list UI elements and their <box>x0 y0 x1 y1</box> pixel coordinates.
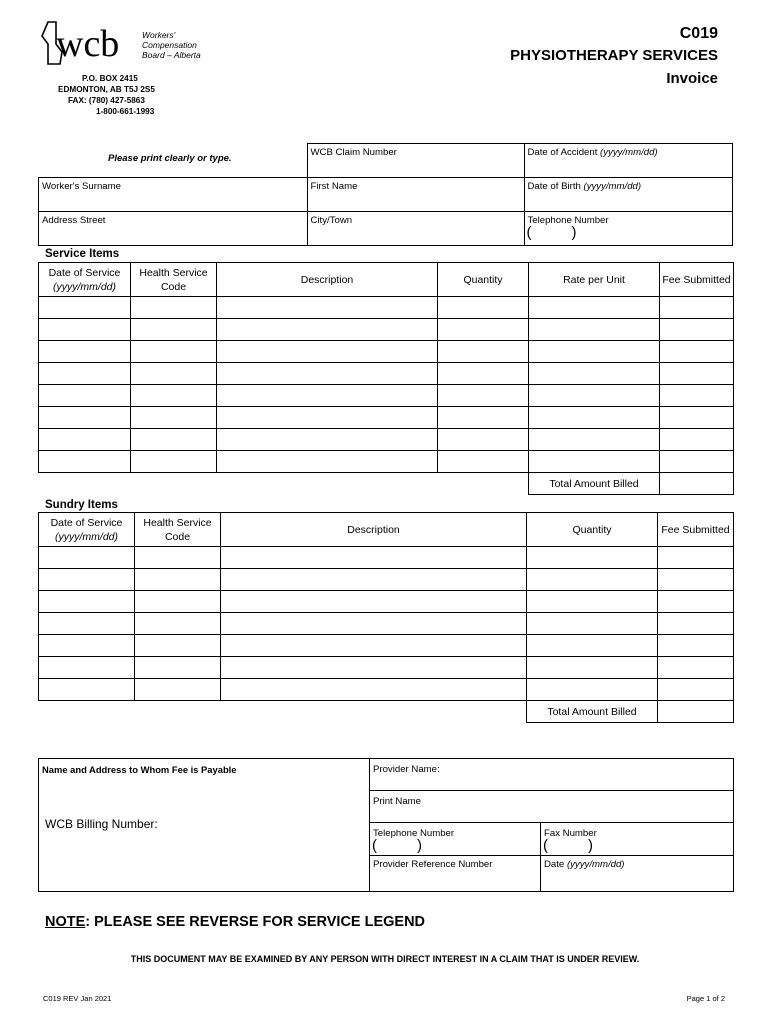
table-row[interactable] <box>39 429 734 451</box>
col-fee-submitted: Fee Submitted <box>658 513 734 547</box>
address-street-field[interactable]: Address Street <box>39 212 308 246</box>
payee-name-address-field[interactable]: Name and Address to Whom Fee is Payable WCB Billing Number: <box>39 759 370 892</box>
table-row[interactable] <box>39 613 734 635</box>
sundry-total-field[interactable] <box>658 701 734 723</box>
logo-wordmark: wcb <box>56 23 120 65</box>
table-row[interactable] <box>39 591 734 613</box>
page-number: Page 1 of 2 <box>686 994 725 1003</box>
sundry-total-label: Total Amount Billed <box>527 701 658 723</box>
table-row[interactable] <box>39 297 734 319</box>
print-instruction: Please print clearly or type. <box>108 153 232 164</box>
table-row[interactable] <box>39 657 734 679</box>
form-code: C019 <box>679 25 718 42</box>
service-legend-note: NOTE: PLEASE SEE REVERSE FOR SERVICE LEGEND <box>45 914 426 930</box>
print-name-field[interactable]: Print Name <box>370 791 734 823</box>
col-health-service-code: Health Service Code <box>135 513 221 547</box>
col-description: Description <box>217 263 438 297</box>
form-subtitle: Invoice <box>666 70 718 87</box>
table-row[interactable] <box>39 407 734 429</box>
wcb-claim-number-field[interactable]: WCB Claim Number <box>307 144 524 178</box>
table-row[interactable] <box>39 569 734 591</box>
table-row[interactable] <box>39 363 734 385</box>
mailing-address <box>58 73 155 117</box>
provider-date-field[interactable]: Date (yyyy/mm/dd) <box>541 856 734 892</box>
service-total-label: Total Amount Billed <box>529 473 660 495</box>
date-of-accident-field[interactable]: Date of Accident (yyyy/mm/dd) <box>524 144 733 178</box>
table-row[interactable] <box>39 451 734 473</box>
col-health-service-code: Health Service Code <box>131 263 217 297</box>
col-quantity: Quantity <box>527 513 658 547</box>
workers-surname-field[interactable]: Worker's Surname <box>39 178 308 212</box>
logo-tagline-3: Board – Alberta <box>142 50 201 60</box>
col-date-of-service: Date of Service (yyyy/mm/dd) <box>39 513 135 547</box>
table-row[interactable] <box>39 547 734 569</box>
revision-label: C019 REV Jan 2021 <box>43 994 112 1003</box>
logo-tagline-2: Compensation <box>142 40 197 50</box>
form-header <box>510 23 718 91</box>
col-quantity: Quantity <box>438 263 529 297</box>
address-line-2: EDMONTON, AB T5J 2S5 <box>58 85 155 94</box>
col-rate-per-unit: Rate per Unit <box>529 263 660 297</box>
date-of-birth-field[interactable]: Date of Birth (yyyy/mm/dd) <box>524 178 733 212</box>
form-title: PHYSIOTHERAPY SERVICES <box>510 47 718 64</box>
alberta-outline-icon <box>38 18 228 70</box>
table-row[interactable] <box>39 679 734 701</box>
telephone-number-field[interactable]: Telephone Number ( ) <box>524 212 733 246</box>
address-line-1: P.O. BOX 2415 <box>82 74 138 83</box>
table-row[interactable] <box>39 385 734 407</box>
provider-fax-field[interactable]: Fax Number ( ) <box>541 823 734 856</box>
table-row[interactable] <box>39 319 734 341</box>
wcb-logo <box>38 18 228 70</box>
claimant-info-table <box>38 143 733 246</box>
service-items-table <box>38 262 734 495</box>
service-items-title: Service Items <box>45 248 120 260</box>
first-name-field[interactable]: First Name <box>307 178 524 212</box>
table-row[interactable] <box>39 635 734 657</box>
address-line-3: FAX: (780) 427-5863 <box>68 96 145 105</box>
provider-name-field[interactable]: Provider Name: <box>370 759 734 791</box>
wcb-billing-number-label: WCB Billing Number: <box>45 817 158 831</box>
table-row[interactable] <box>39 341 734 363</box>
sundry-items-title: Sundry Items <box>45 499 118 511</box>
provider-telephone-field[interactable]: Telephone Number ( ) <box>370 823 541 856</box>
payee-provider-table <box>38 758 734 892</box>
provider-reference-field[interactable]: Provider Reference Number <box>370 856 541 892</box>
col-description: Description <box>221 513 527 547</box>
address-line-4: 1-800-661-1993 <box>96 107 155 116</box>
examination-notice: THIS DOCUMENT MAY BE EXAMINED BY ANY PERSON WITH DIRECT INTEREST IN A CLAIM THAT IS UNDER REVIEW. <box>130 954 640 964</box>
col-date-of-service: Date of Service (yyyy/mm/dd) <box>39 263 131 297</box>
logo-tagline-1: Workers' <box>142 30 176 40</box>
sundry-items-table <box>38 512 734 723</box>
col-fee-submitted: Fee Submitted <box>660 263 734 297</box>
city-town-field[interactable]: City/Town <box>307 212 524 246</box>
service-total-field[interactable] <box>660 473 734 495</box>
